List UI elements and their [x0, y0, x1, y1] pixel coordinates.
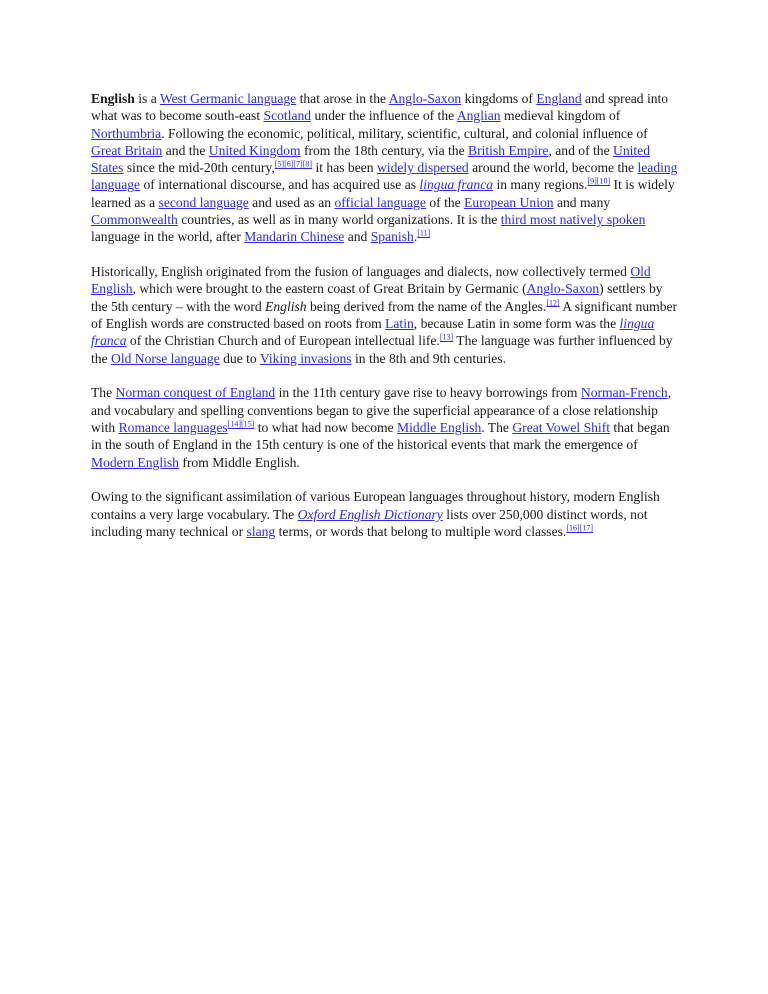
text-run: and used as an: [248, 194, 335, 210]
inline-link[interactable]: West Germanic language: [159, 91, 297, 106]
citation-link[interactable]: [12]: [546, 298, 560, 308]
inline-link[interactable]: United States: [91, 142, 651, 176]
inline-link[interactable]: England: [536, 91, 582, 106]
text-run: is a: [134, 91, 160, 106]
text-run: under the influence of the: [311, 108, 457, 124]
inline-link[interactable]: Oxford English Dictionary: [297, 506, 443, 522]
inline-link[interactable]: leading language: [91, 160, 678, 193]
text-run: Historically, English originated from the fusion of languages and dialects, now collectively termed: [91, 264, 631, 280]
inline-link[interactable]: Great Britain: [91, 142, 163, 158]
text-run: around the world, become the: [468, 160, 638, 176]
inline-link[interactable]: Spanish: [370, 229, 414, 245]
text-run: from Middle English.: [178, 454, 300, 470]
text-run: A significant number of English words are constructed based on roots from: [91, 298, 678, 332]
text-run: in the 8th and 9th centuries.: [351, 350, 506, 366]
text-run: terms, or words that belong to multiple word classes.: [275, 524, 567, 540]
inline-link[interactable]: Old Norse language: [111, 350, 220, 366]
inline-link[interactable]: Norman-French: [580, 385, 668, 401]
text-run: to what had now become: [254, 420, 398, 436]
inline-link[interactable]: Commonwealth: [91, 212, 178, 228]
citation-link[interactable]: [14][15]: [227, 419, 255, 429]
inline-link[interactable]: United Kingdom: [208, 142, 301, 158]
inline-link[interactable]: Scotland: [263, 108, 312, 124]
citation-link[interactable]: [9][10]: [587, 176, 611, 186]
text-run: in the 11th century gave rise to heavy borrowings from: [275, 385, 581, 401]
inline-link[interactable]: Mandarin Chinese: [244, 229, 345, 245]
text-run: of the Christian Church and of European intellectual life.: [126, 333, 440, 349]
inline-link[interactable]: Anglo-Saxon: [388, 91, 462, 106]
paragraph: [91, 90, 681, 246]
text-run: medieval kingdom of: [500, 108, 621, 124]
inline-link[interactable]: Viking invasions: [259, 350, 352, 366]
citation-link[interactable]: [16][17]: [566, 523, 593, 533]
text-run: it has been: [312, 160, 377, 176]
text-run: . The: [481, 420, 513, 436]
inline-link[interactable]: third most natively spoken: [500, 212, 646, 228]
text-run: . Following the economic, political, military, scientific, cultural, and colonial influence of: [161, 125, 648, 141]
paragraph: [91, 263, 681, 367]
text-run: being derived from the name of the Angles.: [306, 298, 547, 314]
text-run: Owing to the significant assimilation of various European languages throughout history, modern English contains a very large vocabulary. The: [91, 489, 660, 522]
inline-link[interactable]: European Union: [464, 194, 554, 210]
text-run: that began in the south of England in the 15th century is one of the historical events that mark the emergence of: [91, 420, 670, 453]
text-run: that arose in the: [296, 91, 389, 106]
inline-link[interactable]: Northumbria: [91, 125, 162, 141]
inline-link[interactable]: Middle English: [397, 420, 482, 436]
text-run: , and vocabulary and spelling conventions began to give the superficial appearance of a close relationship with: [91, 385, 672, 436]
inline-link[interactable]: Great Vowel Shift: [512, 420, 611, 436]
text-run: It is widely learned as a: [91, 177, 675, 210]
inline-link[interactable]: Romance languages: [118, 420, 228, 436]
inline-link[interactable]: Anglian: [456, 108, 501, 124]
text-run: kingdoms of: [461, 91, 537, 106]
inline-link[interactable]: official language: [334, 194, 426, 210]
text-run: and many: [553, 194, 611, 210]
text-run: .: [413, 229, 418, 245]
text-run: language in the world, after: [91, 229, 245, 245]
text-run: lists over 250,000 distinct words, not including many technical or: [91, 506, 648, 540]
inline-link[interactable]: second language: [158, 194, 249, 210]
inline-link[interactable]: slang: [246, 524, 276, 540]
paragraph: [91, 384, 681, 470]
bold-term: English: [91, 91, 135, 106]
text-run: due to: [219, 350, 260, 366]
text-run: , and of the: [548, 142, 614, 158]
text-run: in many regions.: [493, 177, 588, 193]
inline-link[interactable]: Anglo-Saxon: [526, 281, 600, 297]
text-run: and the: [162, 142, 209, 158]
text-run: and spread into what was to become south-east: [91, 91, 669, 124]
inline-link[interactable]: Modern English: [91, 454, 179, 470]
text-run: and: [344, 229, 371, 245]
citation-link[interactable]: [5][6][7][8]: [274, 159, 313, 169]
inline-link[interactable]: lingua franca: [419, 177, 494, 193]
paragraph: [91, 488, 681, 540]
inline-link[interactable]: Old English: [91, 264, 651, 297]
inline-link[interactable]: widely dispersed: [376, 160, 469, 176]
inline-link[interactable]: British Empire: [468, 142, 549, 158]
text-run: since the mid-20th century,: [123, 160, 275, 176]
text-run: countries, as well as in many world organizations. It is the: [177, 212, 501, 228]
inline-link[interactable]: Norman conquest of England: [115, 385, 276, 401]
text-run: from the 18th century, via the: [300, 142, 469, 158]
text-run: of international discourse, and has acquired use as: [140, 177, 420, 193]
text-run: The language was further influenced by the: [91, 333, 673, 366]
italic-text: English: [265, 298, 307, 314]
citation-link[interactable]: [11]: [417, 228, 431, 238]
inline-link[interactable]: Latin: [385, 316, 414, 332]
citation-link[interactable]: [13]: [439, 332, 454, 342]
text-run: The: [91, 385, 116, 401]
document-body: [91, 90, 681, 558]
text-run: ) settlers by the 5th century – with the word: [91, 281, 663, 314]
text-run: , because Latin in some form was the: [413, 316, 620, 332]
inline-link[interactable]: lingua franca: [91, 316, 655, 349]
text-run: , which were brought to the eastern coast of Great Britain by Germanic (: [132, 281, 527, 297]
text-run: of the: [425, 194, 465, 210]
